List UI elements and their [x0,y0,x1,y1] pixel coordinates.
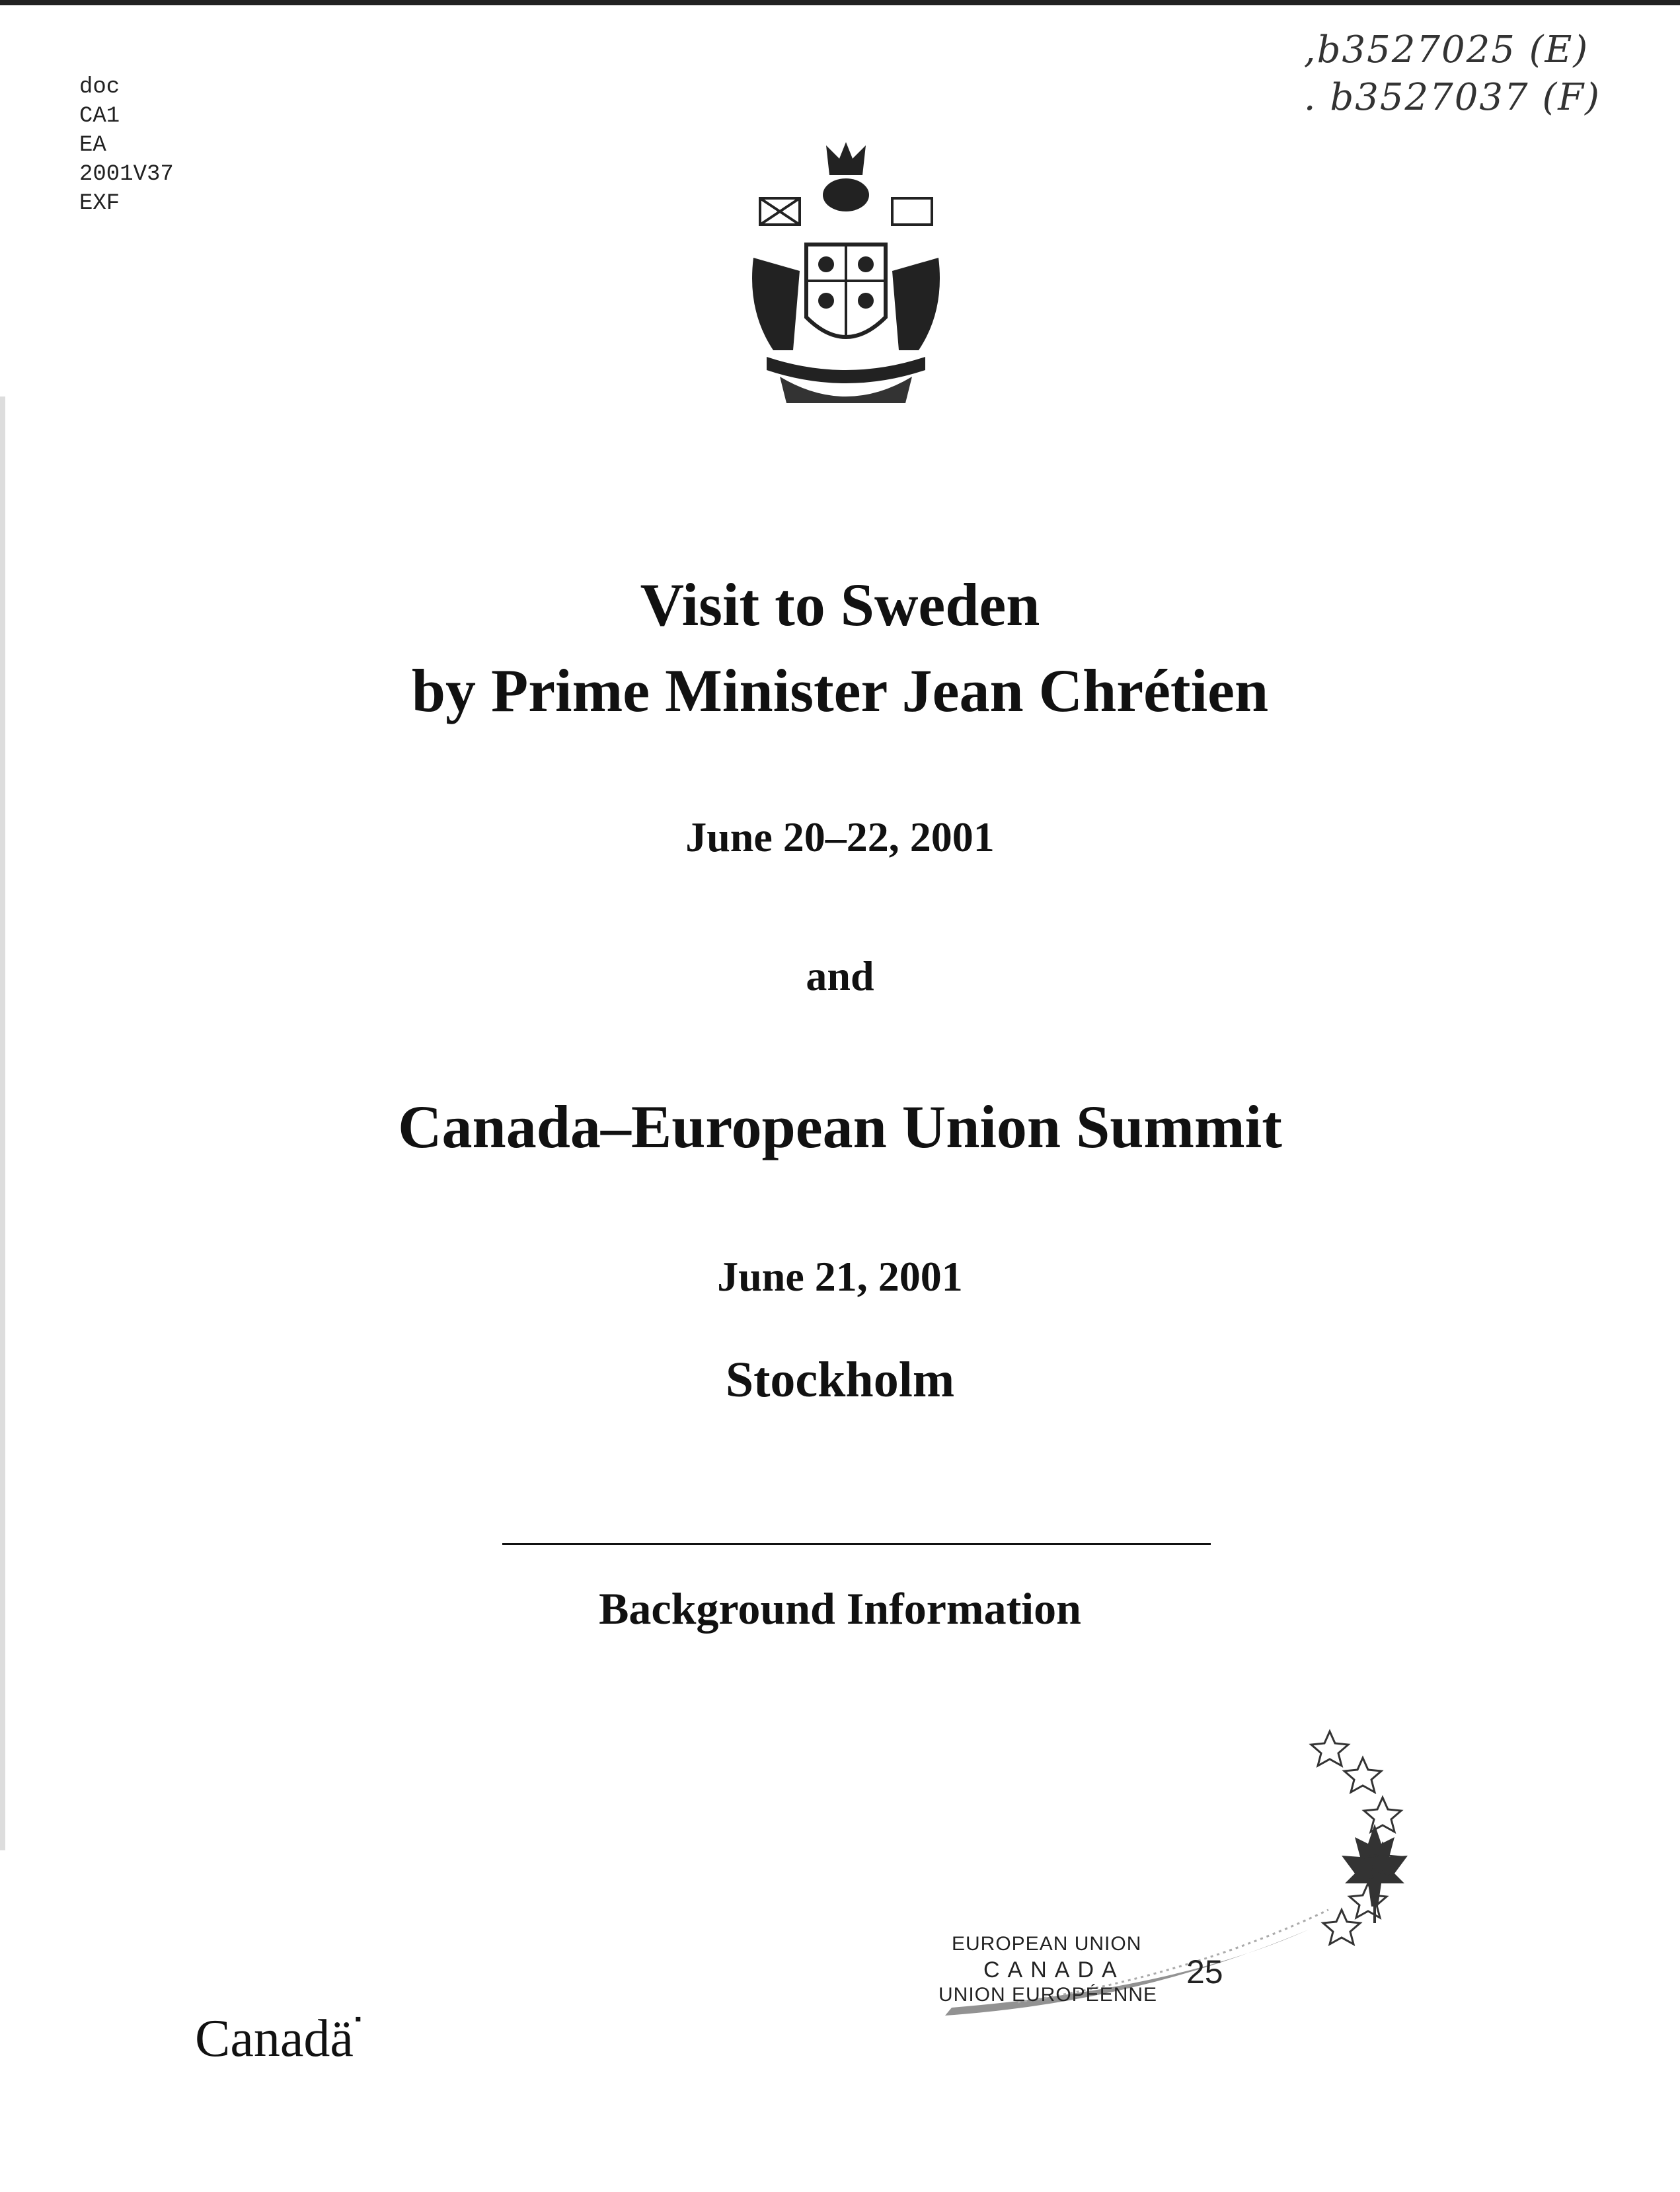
divider [502,1543,1211,1545]
call-number-line: CA1 [79,104,120,129]
title-line-2: by Prime Minister Jean Chrétien [411,657,1269,724]
page-top-edge [0,0,1680,5]
canada-wordmark [195,2009,362,2069]
flag-icon: ▪ [354,2009,362,2029]
handwritten-line: ,b3527025 (E) [1303,28,1589,71]
call-number-line: EXF [79,191,120,216]
city: Stockholm [725,1352,955,1408]
summit-date: June 21, 2001 [717,1253,963,1300]
coat-of-arms-icon [740,139,952,410]
handwritten-line: . b3527037 (F) [1303,76,1601,119]
eu-logo-line-3: UNION EUROPÉENNE [938,1984,1158,2006]
call-number-line: doc [79,75,120,100]
eu-canada-logo [938,1645,1480,2075]
subtitle: Background Information [599,1583,1081,1634]
conjunction: and [806,952,874,999]
visit-dates: June 20–22, 2001 [685,813,995,860]
eu-logo-number: 25 [1186,1953,1223,1990]
summit-title: Canada–European Union Summit [398,1093,1282,1160]
canada-wordmark-text: Canadä [195,2010,354,2068]
call-number-line: 2001V37 [79,162,174,187]
eu-logo-line-2: CANADA [983,1957,1125,1983]
handwritten-notes [1304,26,1601,122]
call-number-line: EA [79,133,106,158]
call-number [79,73,174,218]
eu-logo-line-1: EUROPEAN UNION [952,1933,1142,1955]
title-line-1: Visit to Sweden [640,571,1040,638]
